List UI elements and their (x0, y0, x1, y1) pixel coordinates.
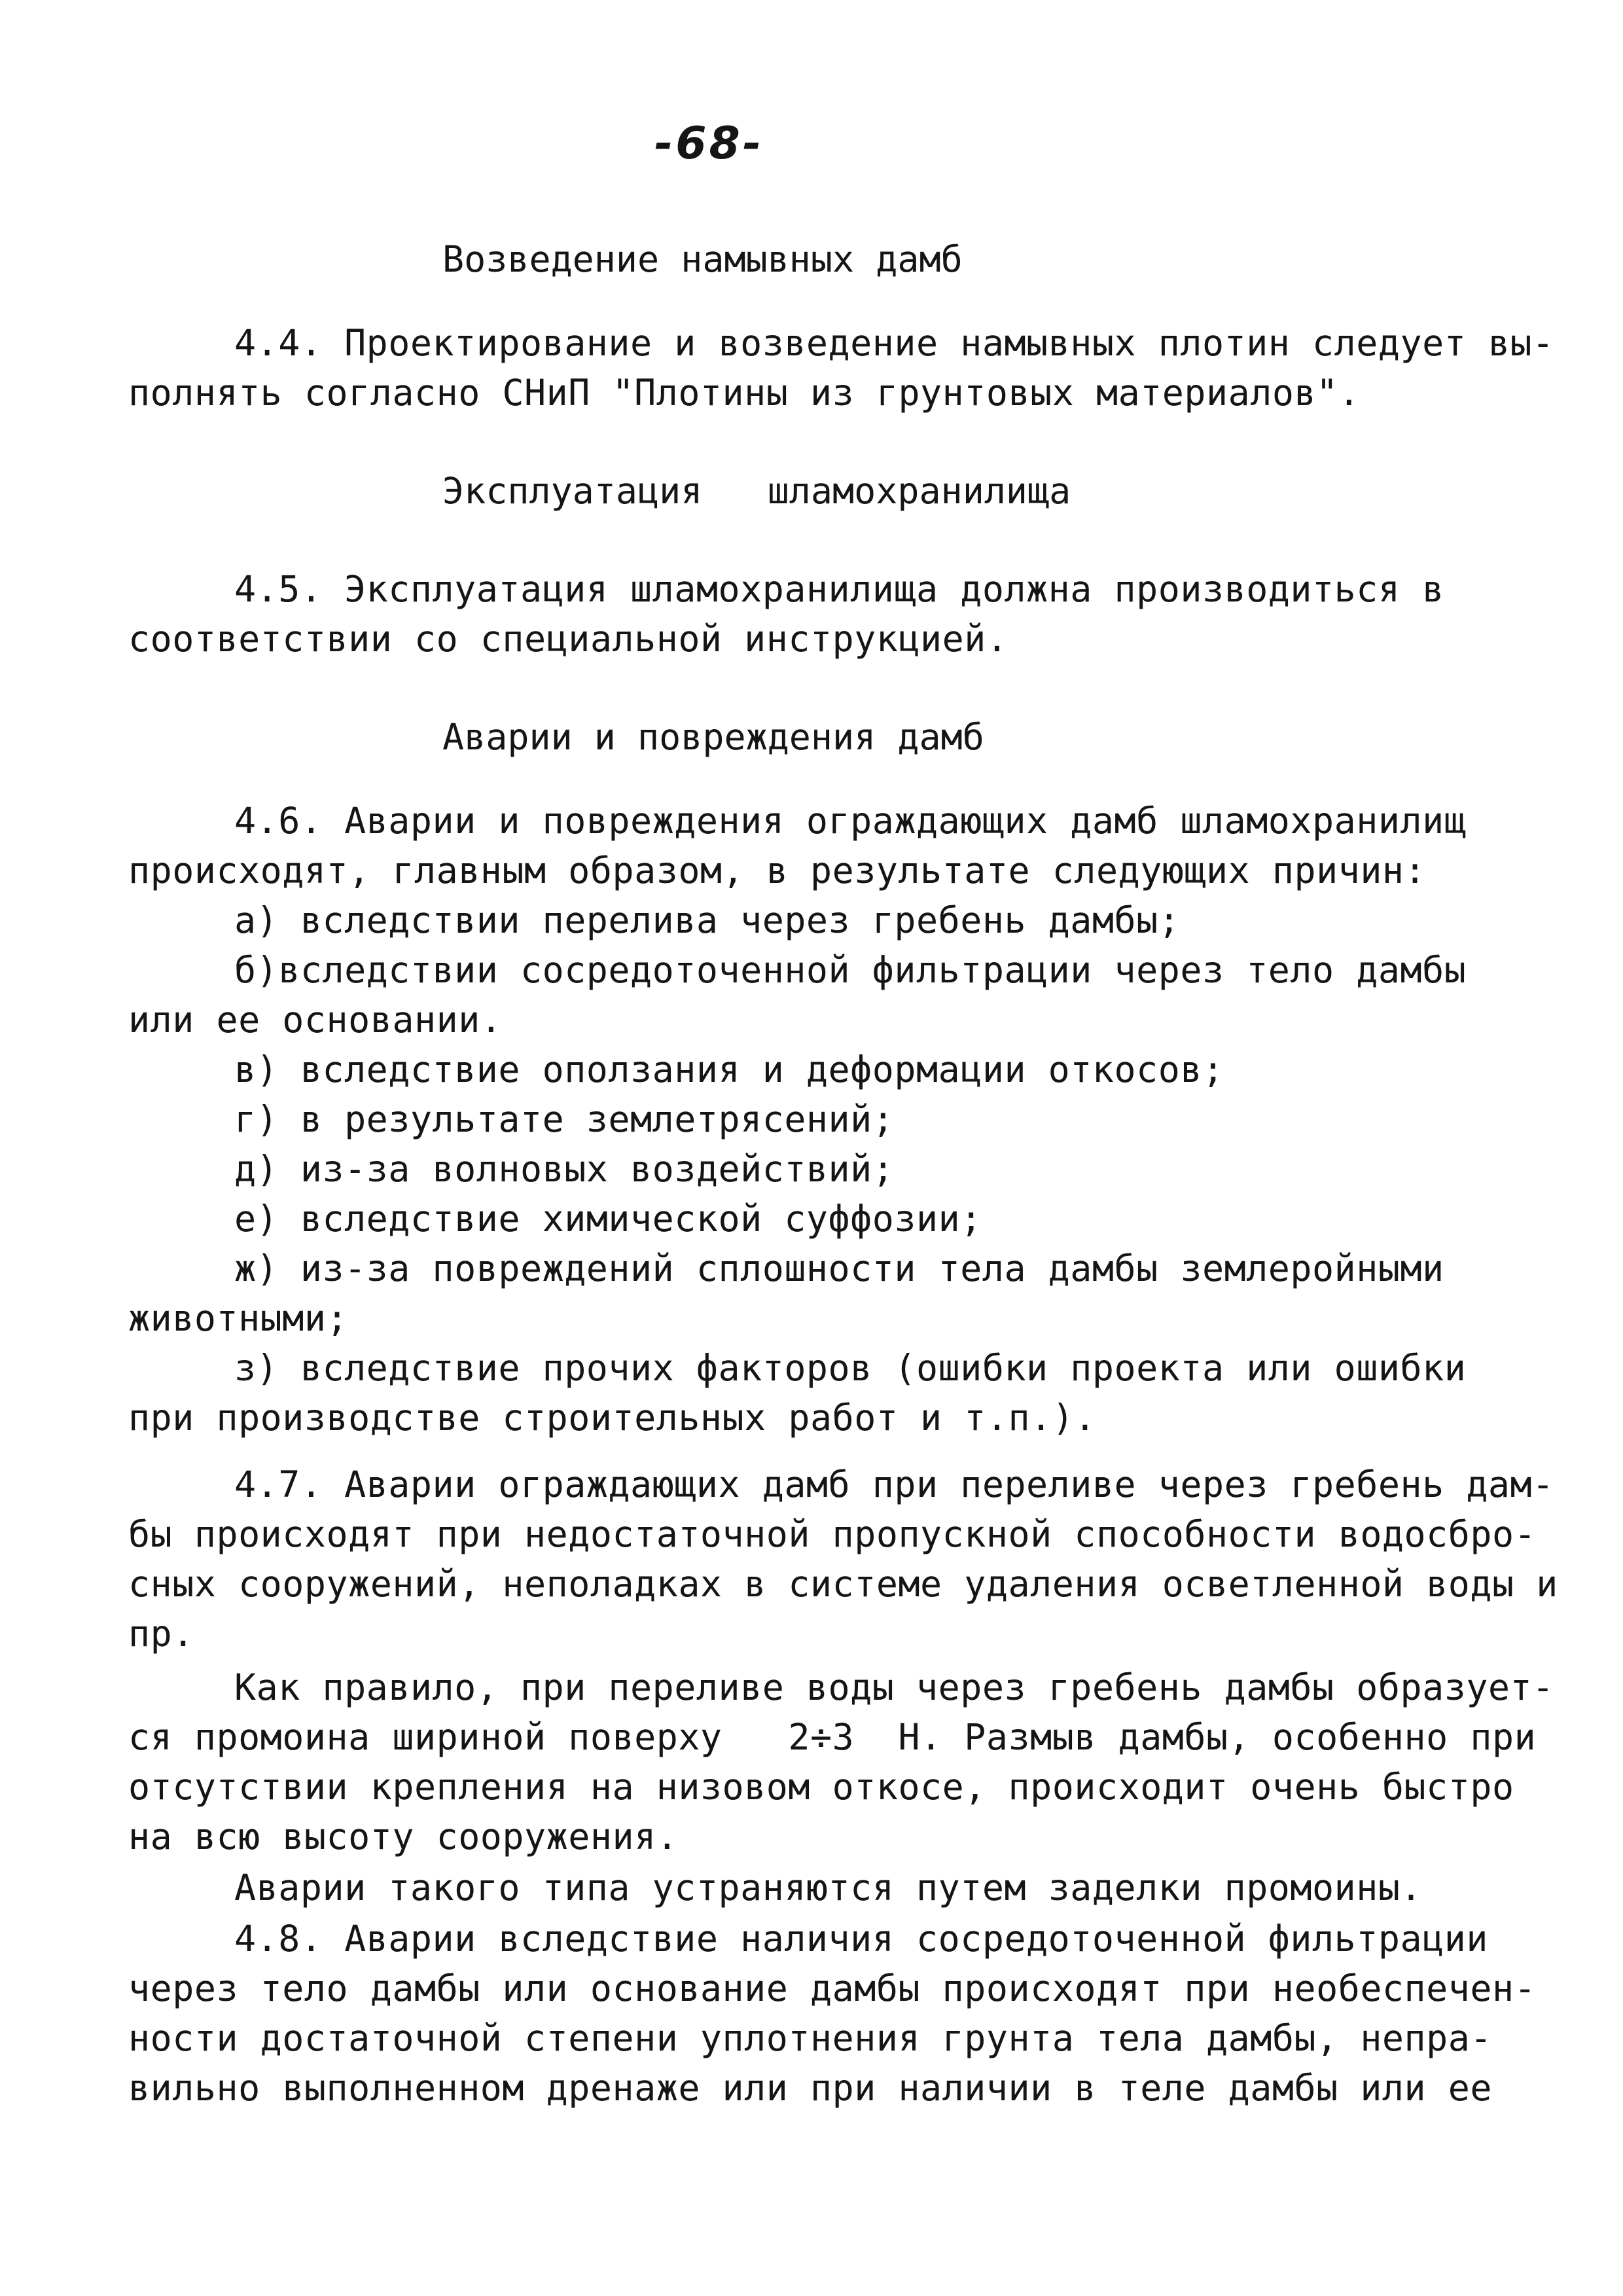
list-item: з) вследствие прочих факторов (ошибки проекта или ошибки (234, 1347, 1467, 1389)
paragraph-4-6-line: 4.6. Аварии и повреждения ограждающих дамб шламохранилищ (234, 800, 1467, 842)
list-item-continuation: при производстве строительных работ и т.п.). (128, 1397, 1096, 1439)
paragraph-4-8-line: через тело дамбы или основание дамбы происходят при необеспечен- (128, 1967, 1537, 2009)
paragraph-4-7-line: бы происходят при недостаточной пропускной способности водосбро- (128, 1513, 1537, 1555)
paragraph-repair: Аварии такого типа устраняются путем заделки промоины. (234, 1867, 1423, 1909)
paragraph-4-4-line: полнять согласно СНиП "Плотины из грунтовых материалов". (128, 372, 1361, 414)
list-item: а) вследствии перелива через гребень дамбы; (234, 899, 1181, 941)
list-item: д) из-за волновых воздействий; (234, 1148, 895, 1190)
paragraph-4-5-line: соответствии со специальной инструкцией. (128, 618, 1008, 660)
list-item: ж) из-за повреждений сплошности тела дамбы землеройными (234, 1247, 1444, 1289)
list-item: б)вследствии сосредоточенной фильтрации через тело дамбы (234, 949, 1467, 991)
paragraph-4-8-line: 4.8. Аварии вследствие наличия сосредоточенной фильтрации (234, 1918, 1488, 1960)
list-item: е) вследствие химической суффозии; (234, 1198, 982, 1240)
paragraph-4-7-line: пр. (128, 1613, 194, 1655)
heading-exploitation: Эксплуатация шламохранилища (442, 470, 1071, 512)
heading-dam-construction: Возведение намывных дамб (442, 238, 963, 280)
list-item: г) в результате землетрясений; (234, 1098, 895, 1140)
list-item: в) вследствие оползания и деформации откосов; (234, 1049, 1224, 1090)
paragraph-4-8-line: вильно выполненном дренаже или при наличии в теле дамбы или ее (128, 2067, 1492, 2109)
page-number: -68- (654, 118, 764, 170)
paragraph-breach-line: ся промоина шириной поверху 2÷3 Н. Размыв дамбы, особенно при (128, 1716, 1537, 1758)
list-item-continuation: или ее основании. (128, 999, 503, 1041)
paragraph-4-5-line: 4.5. Эксплуатация шламохранилища должна производиться в (234, 568, 1444, 610)
paragraph-breach-line: на всю высоту сооружения. (128, 1816, 679, 1857)
heading-accidents: Аварии и повреждения дамб (442, 716, 984, 758)
paragraph-4-7-line: сных сооружений, неполадках в системе удаления осветленной воды и (128, 1563, 1558, 1605)
list-item-continuation: животными; (128, 1297, 349, 1339)
paragraph-breach-line: Как правило, при переливе воды через гребень дамбы образует- (234, 1666, 1554, 1708)
paragraph-4-4-line: 4.4. Проектирование и возведение намывных плотин следует вы- (234, 322, 1554, 364)
paragraph-4-8-line: ности достаточной степени уплотнения грунта тела дамбы, непра- (128, 2017, 1492, 2059)
paragraph-breach-line: отсутствии крепления на низовом откосе, происходит очень быстро (128, 1766, 1514, 1808)
paragraph-4-7-line: 4.7. Аварии ограждающих дамб при переливе через гребень дам- (234, 1463, 1554, 1505)
paragraph-4-6-line: происходят, главным образом, в результате следующих причин: (128, 850, 1427, 891)
